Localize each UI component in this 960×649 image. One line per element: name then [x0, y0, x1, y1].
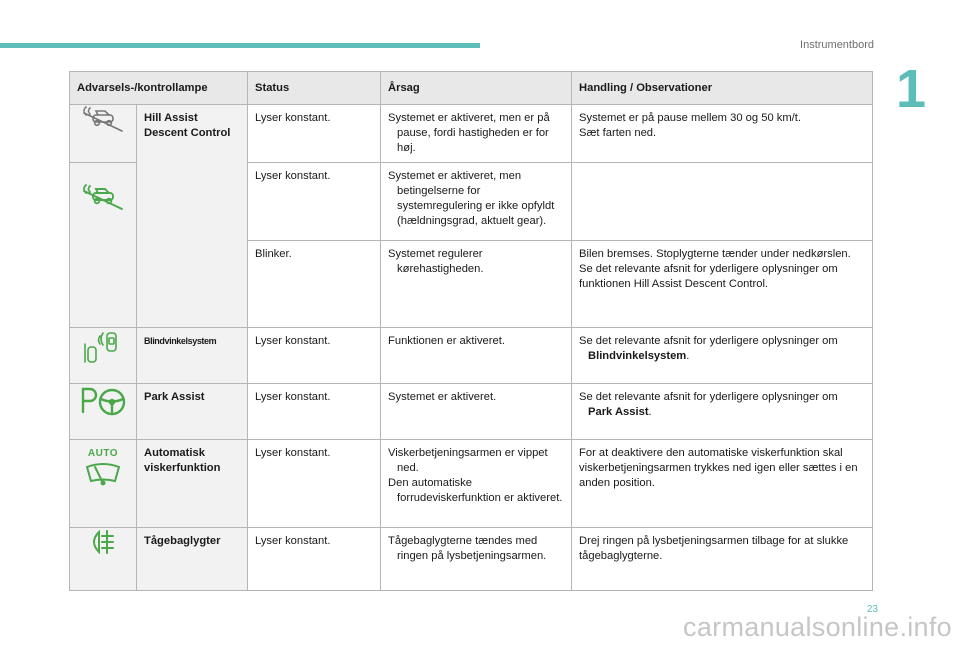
- park-assist-icon: [70, 384, 136, 418]
- rear-fog-icon: [70, 528, 136, 556]
- blind-spot-icon: [70, 328, 136, 364]
- cause-text: Systemet er aktiveret, men er på pause, fordi hastigheden er for høj.: [381, 105, 572, 163]
- action-text: Bilen bremses. Stoplygterne tænder under nedkørslen. Se det relevante afsnit for yderligere oplysninger om funktionen Hill Assist Descent Control.: [572, 241, 873, 328]
- status-text: Lyser konstant.: [248, 163, 381, 241]
- action-text: [572, 163, 873, 241]
- icon-cell: [70, 384, 137, 440]
- col-header-cause: Årsag: [381, 72, 572, 105]
- col-header-lamp: Advarsels-/kontrollampe: [70, 72, 248, 105]
- cause-text: Systemet er aktiveret, men betingelserne for systemregulering er ikke opfyldt (hældningsgrad, aktuelt gear).: [381, 163, 572, 241]
- table-row: [70, 528, 873, 591]
- cause-text: Tågebaglygterne tændes med ringen på lysbetjeningsarmen.: [381, 528, 572, 591]
- status-text: Lyser konstant.: [248, 384, 381, 440]
- table-row: [70, 328, 873, 384]
- icon-cell: [70, 528, 137, 591]
- page-number: 23: [866, 604, 878, 615]
- col-header-action: Handling / Observationer: [572, 72, 873, 105]
- cause-text: Systemet regulerer kørehastigheden.: [381, 241, 572, 328]
- cause-text: Systemet er aktiveret.: [381, 384, 572, 440]
- table-row: [70, 384, 873, 440]
- hill-descent-green-icon: [70, 183, 136, 213]
- status-text: Lyser konstant.: [248, 528, 381, 591]
- watermark: carmanualsonline.info: [683, 612, 952, 642]
- icon-cell: [70, 440, 137, 528]
- cause-text: Funktionen er aktiveret.: [381, 328, 572, 384]
- status-text: Lyser konstant.: [248, 440, 381, 528]
- icon-cell: [70, 163, 137, 328]
- table-row: [70, 105, 873, 163]
- action-text: For at deaktivere den automatiske viskerfunktion skal viskerbetjeningsarmen trykkes ned igen eller sættes i en anden position.: [572, 440, 873, 528]
- status-text: Lyser konstant.: [248, 105, 381, 163]
- lamp-name-park-assist: Park Assist: [137, 384, 248, 440]
- status-text: Blinker.: [248, 241, 381, 328]
- auto-wiper-icon: [70, 461, 136, 489]
- cause-text: Viskerbetjeningsarmen er vippet ned. Den automatiske forrudeviskerfunktion er aktiveret.: [381, 440, 572, 528]
- lamp-name-blind-spot: Blindvinkelsystem: [137, 328, 248, 384]
- table-row: [70, 440, 873, 528]
- action-text: Drej ringen på lysbetjeningsarmen tilbage for at slukke tågebaglygterne.: [572, 528, 873, 591]
- lamp-name-rear-fog: Tågebaglygter: [137, 528, 248, 591]
- auto-label: AUTO: [87, 448, 119, 459]
- lamp-name-auto-wiper: Automatisk viskerfunktion: [137, 440, 248, 528]
- chapter-number: 1: [896, 59, 927, 119]
- warning-lamp-table: [69, 71, 873, 591]
- action-text: Se det relevante afsnit for yderligere oplysninger om Blindvinkelsystem.: [572, 328, 873, 384]
- section-title: Instrumentbord: [800, 39, 874, 51]
- icon-cell: [70, 328, 137, 384]
- table-header-row: [70, 72, 873, 105]
- status-text: Lyser konstant.: [248, 328, 381, 384]
- icon-cell: [70, 105, 137, 163]
- hill-descent-grey-icon: [70, 105, 136, 135]
- lamp-name-hill-assist: Hill Assist Descent Control: [137, 105, 248, 328]
- top-accent-bar: [0, 43, 480, 48]
- action-text: Se det relevante afsnit for yderligere oplysninger om Park Assist.: [572, 384, 873, 440]
- col-header-status: Status: [248, 72, 381, 105]
- action-text: Systemet er på pause mellem 30 og 50 km/t. Sæt farten ned.: [572, 105, 873, 163]
